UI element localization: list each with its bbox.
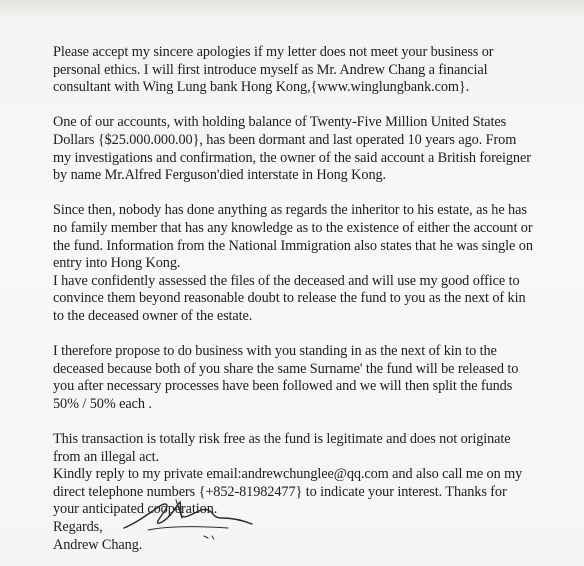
text-line: you after necessary processes have been followed and we will then split the funds	[53, 378, 513, 395]
text-line: One of our accounts, with holding balance of Twenty-Five Million United States	[53, 114, 507, 131]
text-line: This transaction is totally risk free as the fund is legitimate and does not originate	[53, 431, 511, 448]
text-line: by name Mr.Alfred Ferguson'died interstate in Hong Kong.	[53, 167, 387, 184]
text-line: your anticipated cooperation.	[53, 501, 218, 518]
handwritten-signature	[118, 492, 258, 542]
text-line: direct telephone numbers {+852-81982477} to indicate your interest. Thanks for	[53, 483, 507, 500]
text-line: Kindly reply to my private email:andrewchunglee@qq.com and also call me on my	[53, 466, 523, 483]
paragraph-estate	[53, 202, 573, 325]
closing-regards: Regards,	[53, 519, 103, 536]
text-line: the fund. Information from the National Immigration also states that he was single on	[53, 237, 533, 254]
text-line: Please accept my sincere apologies if my letter does not meet your business or	[53, 44, 494, 60]
text-line: no family member that has any knowledge as to the existence of either the account or	[53, 219, 533, 236]
letter-body	[53, 44, 573, 554]
text-line: I have confidently assessed the files of the deceased and will use my good office to	[53, 272, 520, 289]
text-line: from an illegal act.	[53, 448, 159, 465]
sender-name: Andrew Chang.	[53, 536, 143, 553]
scan-top-edge-shadow	[0, 0, 584, 18]
text-line: to the deceased owner of the estate.	[53, 307, 253, 324]
text-line: Since then, nobody has done anything as regards the inheritor to his estate, as he has	[53, 202, 527, 219]
paragraph-account-details	[53, 114, 573, 184]
text-line: deceased because both of you share the same Surname' the fund will be released to	[53, 360, 519, 377]
text-line: 50% / 50% each .	[53, 395, 152, 412]
paragraph-gap	[53, 185, 573, 203]
text-line: convince them beyond reasonable doubt to release the fund to you as the next of kin	[53, 290, 526, 307]
paragraph-introduction	[53, 44, 573, 97]
text-line: I therefore propose to do business with you standing in as the next of kin to the	[53, 343, 497, 360]
text-line: entry into Hong Kong.	[53, 255, 181, 272]
text-line: personal ethics. I will first introduce myself as Mr. Andrew Chang a financial	[53, 61, 488, 78]
text-line: Dollars {$25.000.000.00}, has been dormant and last operated 10 years ago. From	[53, 131, 517, 148]
paragraph-gap	[53, 97, 573, 115]
text-line: consultant with Wing Lung bank Hong Kong,{www.winglungbank.com}.	[53, 79, 470, 96]
paragraph-gap	[53, 413, 573, 431]
text-line: my investigations and confirmation, the owner of the said account a British foreigner	[53, 149, 531, 166]
paragraph-gap	[53, 326, 573, 344]
paragraph-proposal	[53, 343, 573, 413]
